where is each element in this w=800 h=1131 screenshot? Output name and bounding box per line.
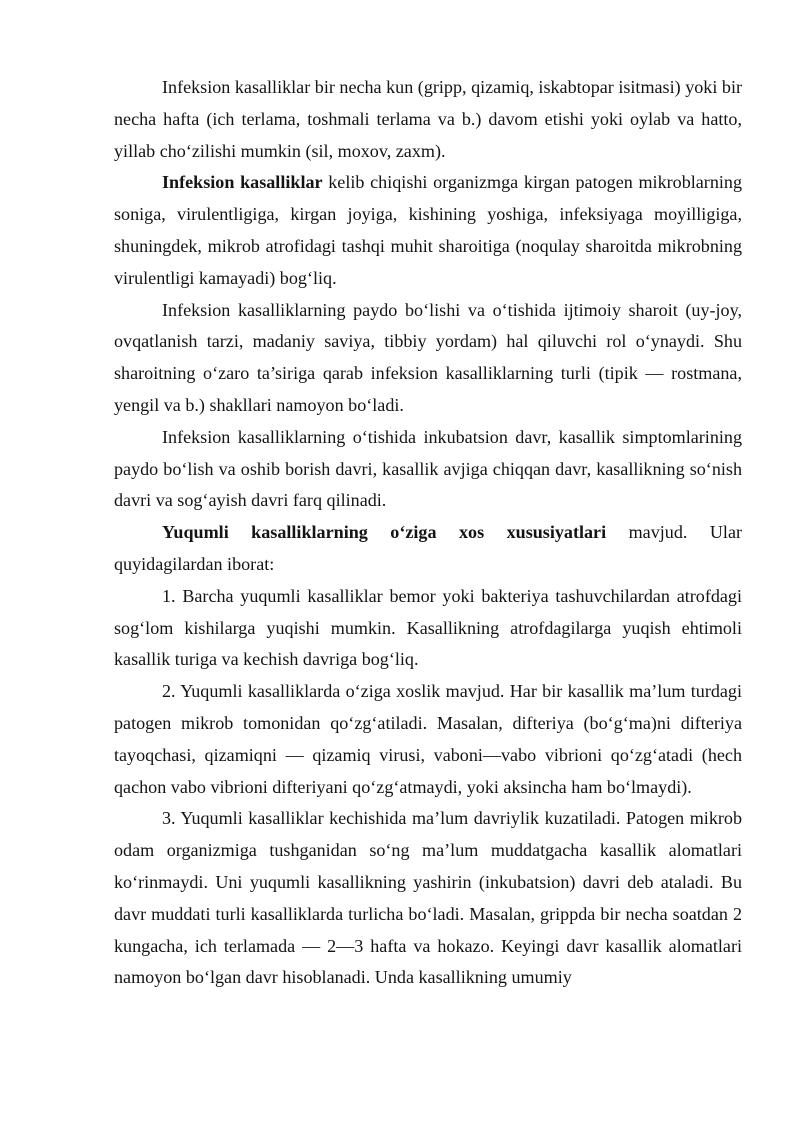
paragraph-text: 3. Yuqumli kasalliklar kechishida ma’lum davriylik kuzatiladi. Patogen mikrob odam organizmiga tushganidan so‘ng ma’lum muddatgacha kasallik alomatlari ko‘rinmaydi. Uni yuqumli kasallikning yashirin (inkubatsion) davri deb ataladi. Bu davr muddati turli kasalliklarda turlicha bo‘ladi. Masalan, grippda bir necha soatdan 2 kungacha, ich terlamada — 2—3 hafta va hokazo. Keyingi davr kasallik alomatlari namoyon bo‘lgan davr hisoblanadi. Unda kasallikning umumiy [114, 808, 742, 988]
list-item-2 [114, 676, 742, 803]
paragraph-social-conditions [114, 295, 742, 422]
paragraph-periods [114, 422, 742, 517]
bold-term: Yuqumli kasalliklarning o‘ziga xos xususiyatlari [162, 522, 607, 543]
paragraph-text: 2. Yuqumli kasalliklarda o‘ziga xoslik mavjud. Har bir kasallik ma’lum turdagi patogen mikrob tomonidan qo‘zg‘atiladi. Masalan, difteriya (bo‘g‘ma)ni difteriya tayoqchasi, qizamiqni — qizamiq virusi, vaboni—vabo vibrioni qo‘zg‘atadi (hech qachon vabo vibrioni difteriyani qo‘zg‘atmaydi, yoki aksincha ham bo‘lmaydi). [114, 681, 742, 797]
paragraph-text: 1. Barcha yuqumli kasalliklar bemor yoki bakteriya tashuvchilardan atrofdagi sog‘lom kishilarga yuqishi mumkin. Kasallikning atrofdagilarga yuqish ehtimoli kasallik turiga va kechish davriga bog‘liq. [114, 585, 742, 670]
paragraph-duration [114, 72, 742, 167]
paragraph-text: Infeksion kasalliklarning o‘tishida inkubatsion davr, kasallik simptomlarining paydo bo‘lish va oshib borish davri, kasallik avjiga chiqqan davr, kasallikning so‘nish davri va sog‘ayish davri farq qilinadi. [114, 426, 742, 511]
paragraph-text: Infeksion kasalliklar bir necha kun (gripp, qizamiq, iskabtopar isitmasi) yoki bir necha hafta (ich terlama, toshmali terlama va b.) davom etishi yoki oylab va hatto, yillab cho‘zilishi mumkin (sil, moxov, zaxm). [114, 77, 742, 161]
document-page [114, 72, 742, 994]
bold-term: Infeksion kasalliklar [162, 172, 323, 193]
paragraph-text: mavjud. Ular quyidagilardan iborat: [114, 522, 742, 574]
list-item-1 [114, 581, 742, 676]
paragraph-text: kelib chiqishi organizmga kirgan patogen mikroblarning soniga, virulentligiga, kirgan joyiga, kishining yoshiga, infeksiyaga moyilligiga, shuningdek, mikrob atrofidagi tashqi muhit sharoitiga (noqulay sharoitda mikrobning virulentligi kamayadi) bog‘liq. [114, 172, 743, 288]
paragraph-features-intro [114, 517, 742, 581]
paragraph-origin [114, 167, 742, 294]
list-item-3 [114, 803, 742, 994]
paragraph-text: Infeksion kasalliklarning paydo bo‘lishi va o‘tishida ijtimoiy sharoit (uy-joy, ovqatlanish tarzi, madaniy saviya, tibbiy yordam) hal qiluvchi rol o‘ynaydi. Shu sharoitning o‘zaro ta’siriga qarab infeksion kasalliklarning turli (tipik — rostmana, yengil va b.) shakllari namoyon bo‘ladi. [114, 299, 742, 415]
